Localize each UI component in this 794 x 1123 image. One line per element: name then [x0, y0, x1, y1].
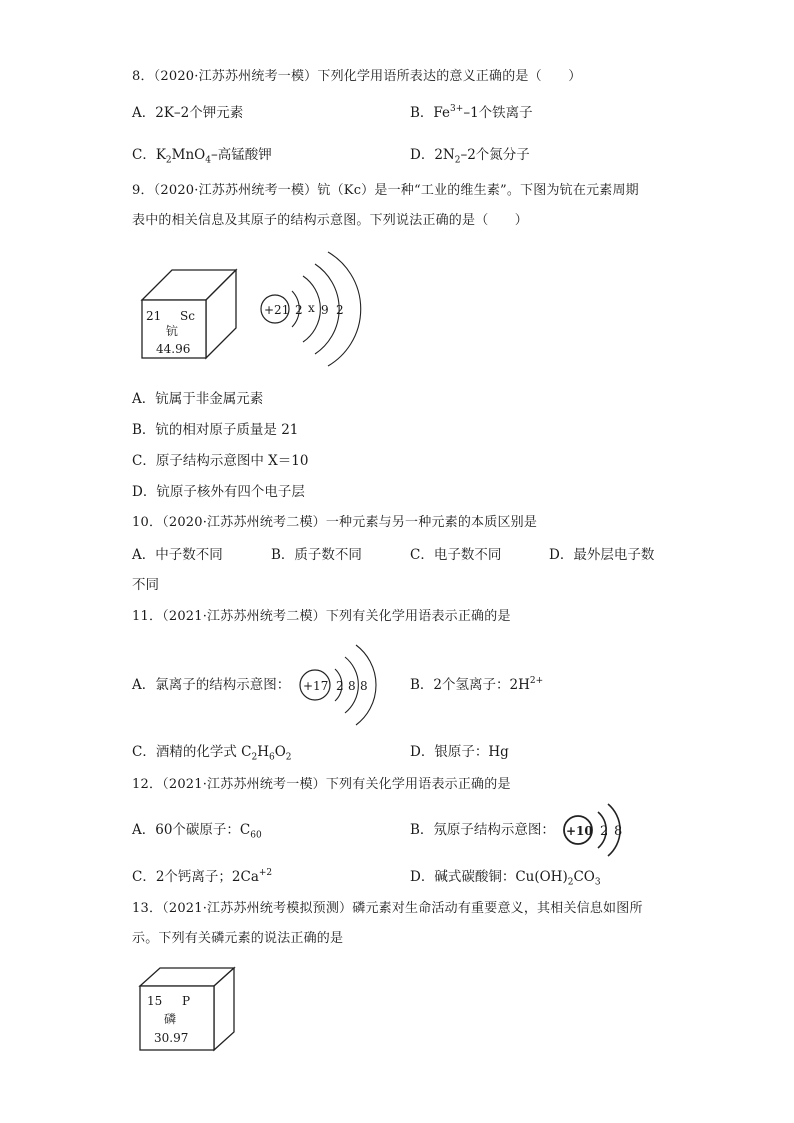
q10-option-c[interactable]: C．电子数不同 [410, 547, 502, 563]
q10-option-d-cont: 不同 [132, 577, 159, 593]
q11-c-sub1: 2 [251, 752, 258, 763]
q8-stem: 8．（2020·江苏苏州统考一模）下列化学用语所表达的意义正确的是（ ） [132, 69, 582, 84]
q11-stem: 11．（2021·江苏苏州统考二模）下列有关化学用语表示正确的是 [132, 609, 511, 624]
q9-card-name: 钪 [166, 324, 179, 338]
q12-option-c[interactable] [132, 868, 272, 886]
q9-shell4: 2 [336, 303, 344, 317]
q10-option-b[interactable]: B．质子数不同 [271, 547, 362, 563]
q13-card-name: 磷 [164, 1012, 177, 1026]
q10-option-a[interactable]: A．中子数不同 [132, 547, 223, 563]
q13-card-symbol: P [182, 994, 191, 1008]
q11-chloride-diagram [296, 636, 386, 736]
q11-option-d[interactable]: D．银原子：Hg [410, 744, 509, 760]
q12-option-a[interactable] [132, 821, 262, 839]
q12-d-sub1: 2 [567, 877, 574, 888]
q9-option-a[interactable]: A．钪属于非金属元素 [132, 391, 264, 407]
q12-stem: 12．（2021·江苏苏州统考一模）下列有关化学用语表示正确的是 [132, 777, 511, 792]
q12-c-text: C．2个钙离子；2Ca [132, 869, 259, 885]
q11-c-sub2: 6 [268, 752, 275, 763]
q11-shell2: 8 [348, 679, 356, 693]
q8-c-sub1: 2 [165, 155, 172, 166]
q9-atom-diagram [258, 248, 368, 368]
q12-d-text: D．碱式碳酸铜：Cu(OH) [410, 869, 568, 885]
q9-option-d[interactable]: D．钪原子核外有四个电子层 [132, 484, 305, 500]
q8-d-text: D．2N [410, 147, 455, 163]
q8-b-text: B．Fe [410, 105, 451, 121]
q13-element-card [138, 966, 238, 1056]
q13-card-mass: 30.97 [154, 1031, 189, 1045]
q12-shell2: 8 [614, 824, 623, 839]
q12-d-sub2: 3 [594, 877, 601, 888]
q11-c-mid: H [257, 744, 269, 760]
q8-b-suffix: –1个铁离子 [463, 105, 533, 121]
q8-c-suffix: –高锰酸钾 [210, 147, 272, 163]
q13-card-number: 15 [147, 994, 163, 1008]
q8-c-sub2: 4 [205, 155, 211, 166]
q9-shell2: x [308, 301, 315, 315]
q12-option-d[interactable] [410, 868, 601, 886]
q12-a-sub: 60 [250, 830, 262, 841]
q12-a-text: A．60个碳原子：C [132, 822, 251, 838]
q8-option-c[interactable] [132, 146, 272, 164]
q11-b-text: B．2个氢离子：2H [410, 677, 530, 693]
q9-nucleus: +21 [264, 303, 290, 317]
q11-option-a[interactable]: A．氯离子的结构示意图： [132, 677, 291, 693]
q8-b-sup: 3+ [450, 103, 464, 114]
q8-option-a[interactable]: A．2K–2个钾元素 [132, 105, 244, 121]
q9-card-symbol: Sc [180, 309, 195, 323]
q11-option-b[interactable] [410, 676, 543, 694]
q8-option-b[interactable] [410, 104, 533, 122]
q9-stem-line1: 9．（2020·江苏苏州统考一模）钪（Kc）是一种“工业的维生素”。下图为钪在元素周期 [132, 183, 639, 198]
q9-card-mass: 44.96 [156, 342, 191, 356]
q9-element-card [140, 268, 240, 363]
q9-option-c[interactable]: C．原子结构示意图中 X＝10 [132, 453, 309, 469]
q11-c-sub3: 2 [285, 752, 292, 763]
q12-d-mid: CO [573, 869, 595, 885]
q12-nucleus: +10 [566, 824, 593, 838]
q11-c-mid2: O [274, 744, 286, 760]
q8-c-mid: MnO [171, 147, 206, 163]
q12-shell1: 2 [600, 824, 609, 839]
q8-d-sub: 2 [454, 155, 461, 166]
q9-card-number: 21 [146, 309, 162, 323]
q12-neon-diagram [562, 804, 632, 860]
q8-d-suffix: –2个氮分子 [460, 147, 530, 163]
q8-c-text: C．K [132, 147, 166, 163]
q12-option-b[interactable]: B．氖原子结构示意图： [410, 822, 555, 838]
q11-shell3: 8 [360, 679, 368, 693]
q12-c-sup: +2 [258, 867, 273, 878]
q13-stem-line1: 13．（2021·江苏苏州统考模拟预测）磷元素对生命活动有重要意义，其相关信息如图所 [132, 901, 643, 916]
q10-option-d[interactable]: D．最外层电子数 [549, 547, 655, 563]
q9-stem-line2: 表中的相关信息及其原子的结构示意图。下列说法正确的是（ ） [132, 213, 529, 228]
q9-shell1: 2 [295, 303, 303, 317]
q8-option-d[interactable] [410, 146, 530, 164]
q11-b-sup: 2+ [529, 675, 544, 686]
q13-stem-line2: 示。下列有关磷元素的说法正确的是 [132, 931, 344, 946]
q11-nucleus: +17 [303, 679, 329, 693]
q9-option-b[interactable]: B．钪的相对原子质量是 21 [132, 422, 299, 438]
q11-shell1: 2 [336, 679, 344, 693]
q9-shell3: 9 [321, 303, 329, 317]
q11-c-text: C．酒精的化学式 C [132, 744, 252, 760]
q11-option-c[interactable] [132, 743, 292, 761]
q10-stem: 10．（2020·江苏苏州统考二模）一种元素与另一种元素的本质区别是 [132, 515, 538, 530]
